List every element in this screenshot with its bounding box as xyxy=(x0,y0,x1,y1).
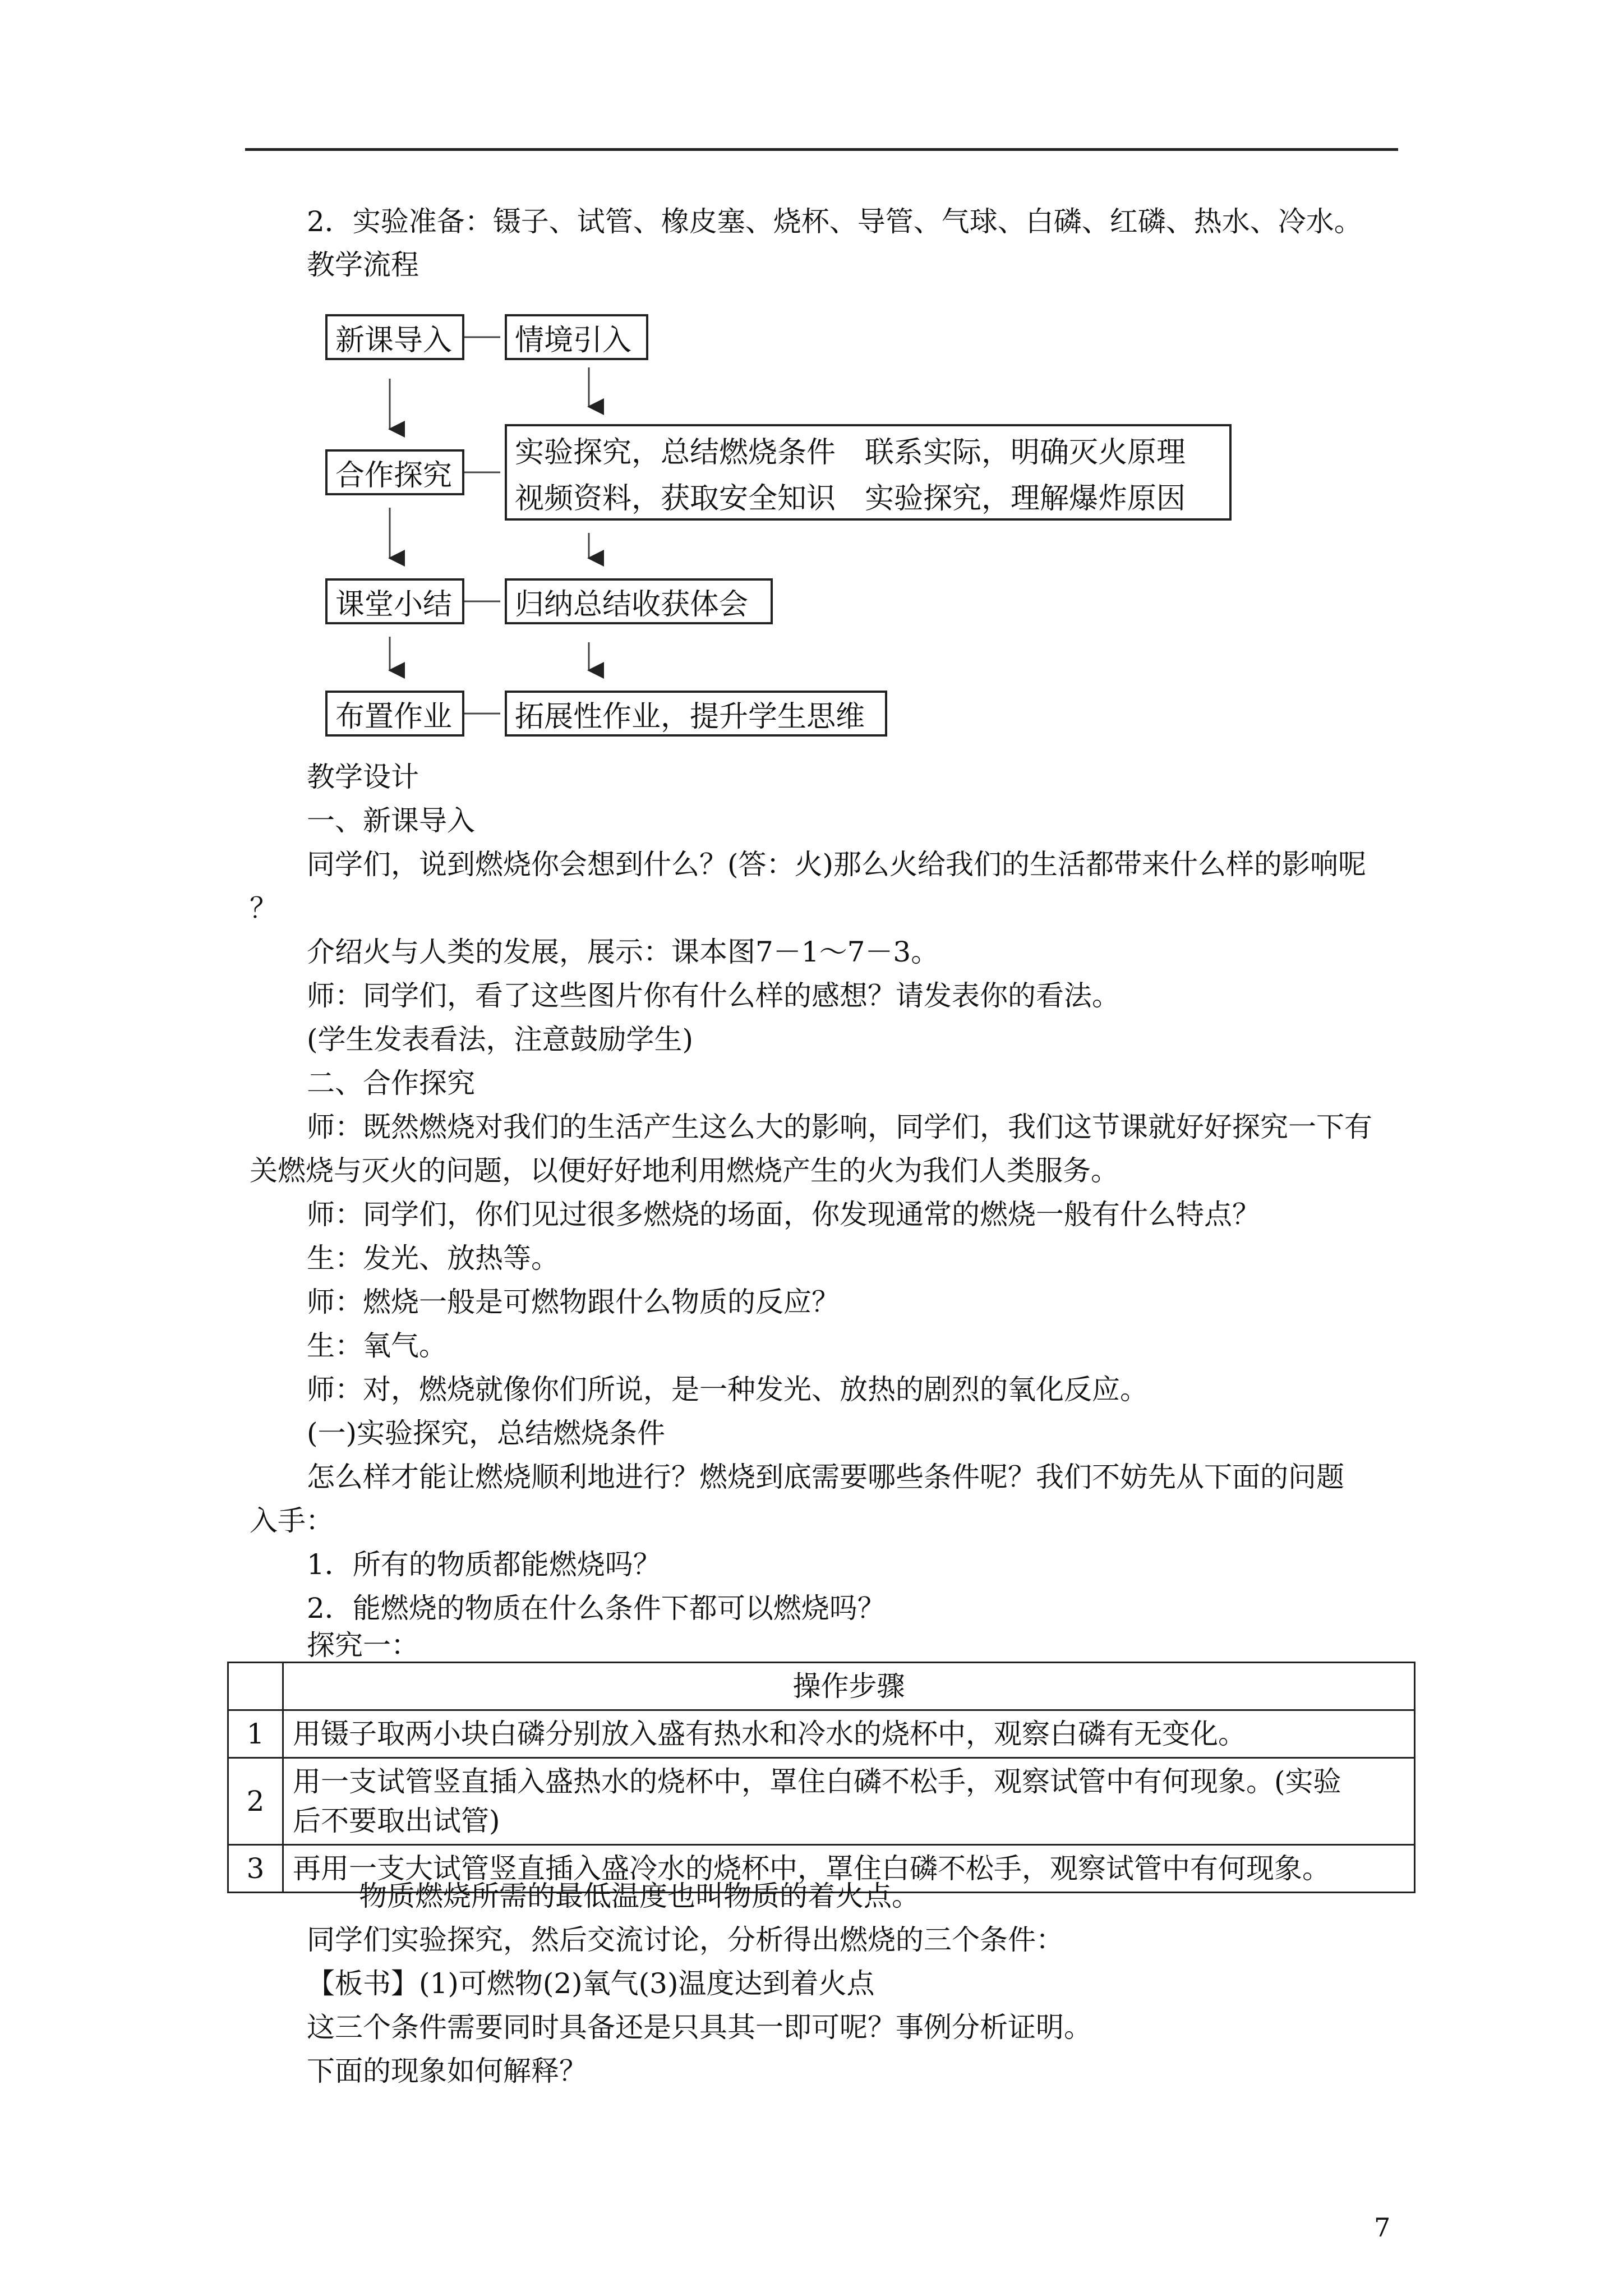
paragraph-line: 生：发光、放热等。 xyxy=(307,1242,559,1274)
flow-detail-homework: 拓展性作业，提升学生思维 xyxy=(505,691,887,737)
steps-table xyxy=(227,1662,1415,1893)
table-cell-text xyxy=(283,1758,1415,1845)
table-row xyxy=(228,1710,1415,1758)
paragraph-line: 师：同学们，你们见过很多燃烧的场面，你发现通常的燃烧一般有什么特点？ xyxy=(307,1198,1260,1231)
paragraph-line: 同学们，说到燃烧你会想到什么？(答：火)那么火给我们的生活都带来什么样的影响呢 xyxy=(307,848,1367,881)
table-header-row xyxy=(228,1663,1415,1710)
flow-detail-summary: 归纳总结收获体会 xyxy=(505,578,773,624)
paragraph-line: 师：燃烧一般是可燃物跟什么物质的反应？ xyxy=(307,1286,840,1318)
flow-step-explore: 合作探究 xyxy=(325,449,464,495)
flow-detail-explore xyxy=(505,424,1232,521)
teaching-flowchart xyxy=(314,306,1234,743)
question-1: 1．所有的物质都能燃烧吗？ xyxy=(307,1548,661,1581)
paragraph-line: 师：同学们，看了这些图片你有什么样的感想？请发表你的看法。 xyxy=(307,979,1120,1012)
table-cell-line: 用一支试管竖直插入盛热水的烧杯中，罩住白磷不松手，观察试管中有何现象。(实验 xyxy=(293,1765,1341,1798)
question-2: 2．能燃烧的物质在什么条件下都可以燃烧吗？ xyxy=(307,1592,886,1625)
paragraph-line: 怎么样才能让燃烧顺利地进行？燃烧到底需要哪些条件呢？我们不妨先从下面的问题 xyxy=(307,1461,1344,1493)
header-rule xyxy=(245,148,1398,151)
heading-intro: 一、新课导入 xyxy=(307,804,475,837)
flow-detail-scenario: 情境引入 xyxy=(505,314,648,360)
flow-step-intro: 新课导入 xyxy=(325,314,464,360)
paragraph-line: 下面的现象如何解释？ xyxy=(307,2055,587,2087)
table-cell-text: 再用一支大试管竖直插入盛冷水的烧杯中，罩住白磷不松手，观察试管中有何现象。 xyxy=(283,1845,1415,1893)
table-cell-num: 1 xyxy=(228,1710,283,1758)
heading-explore: 二、合作探究 xyxy=(307,1067,475,1099)
inquiry-label: 探究一： xyxy=(307,1629,419,1662)
paragraph-line: (学生发表看法，注意鼓励学生) xyxy=(307,1023,694,1056)
page-number: 7 xyxy=(1374,2212,1391,2243)
paragraph-line: 师：对，燃烧就像你们所说，是一种发光、放热的剧烈的氧化反应。 xyxy=(307,1373,1148,1406)
flow-detail-explore-line1: 实验探究，总结燃烧条件 联系实际，明确灭火原理 xyxy=(515,435,1186,470)
flow-step-homework: 布置作业 xyxy=(325,691,464,737)
table-cell xyxy=(228,1663,283,1710)
table-cell-num: 3 xyxy=(228,1845,283,1893)
table-header: 操作步骤 xyxy=(283,1663,1415,1710)
paragraph-line: 物质燃烧所需的最低温度也叫物质的着火点。 xyxy=(359,1880,920,1912)
paragraph-line: 师：既然燃烧对我们的生活产生这么大的影响，同学们，我们这节课就好好探究一下有 xyxy=(307,1111,1372,1143)
paragraph-line: ？ xyxy=(250,892,278,924)
prep-line: 2．实验准备：镊子、试管、橡皮塞、烧杯、导管、气球、白磷、红磷、热水、冷水。 xyxy=(307,205,1362,238)
paragraph-line: 入手： xyxy=(250,1504,334,1537)
paragraph-line: 这三个条件需要同时具备还是只具其一即可呢？事例分析证明。 xyxy=(307,2011,1092,2044)
heading-design: 教学设计 xyxy=(307,761,419,793)
paragraph-line: 同学们实验探究，然后交流讨论，分析得出燃烧的三个条件： xyxy=(307,1924,1064,1956)
table-cell-num: 2 xyxy=(228,1758,283,1845)
table-cell-line: 后不要取出试管) xyxy=(293,1805,500,1837)
paragraph-line: 生：氧气。 xyxy=(307,1329,447,1362)
flow-detail-explore-line2: 视频资料，获取安全知识 实验探究，理解爆炸原因 xyxy=(515,481,1186,516)
flow-step-summary: 课堂小结 xyxy=(325,578,464,624)
paragraph-line: 介绍火与人类的发展，展示：课本图7－1～7－3。 xyxy=(307,936,939,968)
board-note: 【板书】(1)可燃物(2)氧气(3)温度达到着火点 xyxy=(307,1967,875,2000)
subheading-conditions: (一)实验探究，总结燃烧条件 xyxy=(307,1417,666,1450)
table-row xyxy=(228,1758,1415,1845)
paragraph-line: 关燃烧与灭火的问题，以便好好地利用燃烧产生的火为我们人类服务。 xyxy=(250,1154,1119,1187)
flowchart-connectors xyxy=(314,306,1234,743)
table-cell-text: 用镊子取两小块白磷分别放入盛有热水和冷水的烧杯中，观察白磷有无变化。 xyxy=(283,1710,1415,1758)
flow-title: 教学流程 xyxy=(307,249,419,281)
